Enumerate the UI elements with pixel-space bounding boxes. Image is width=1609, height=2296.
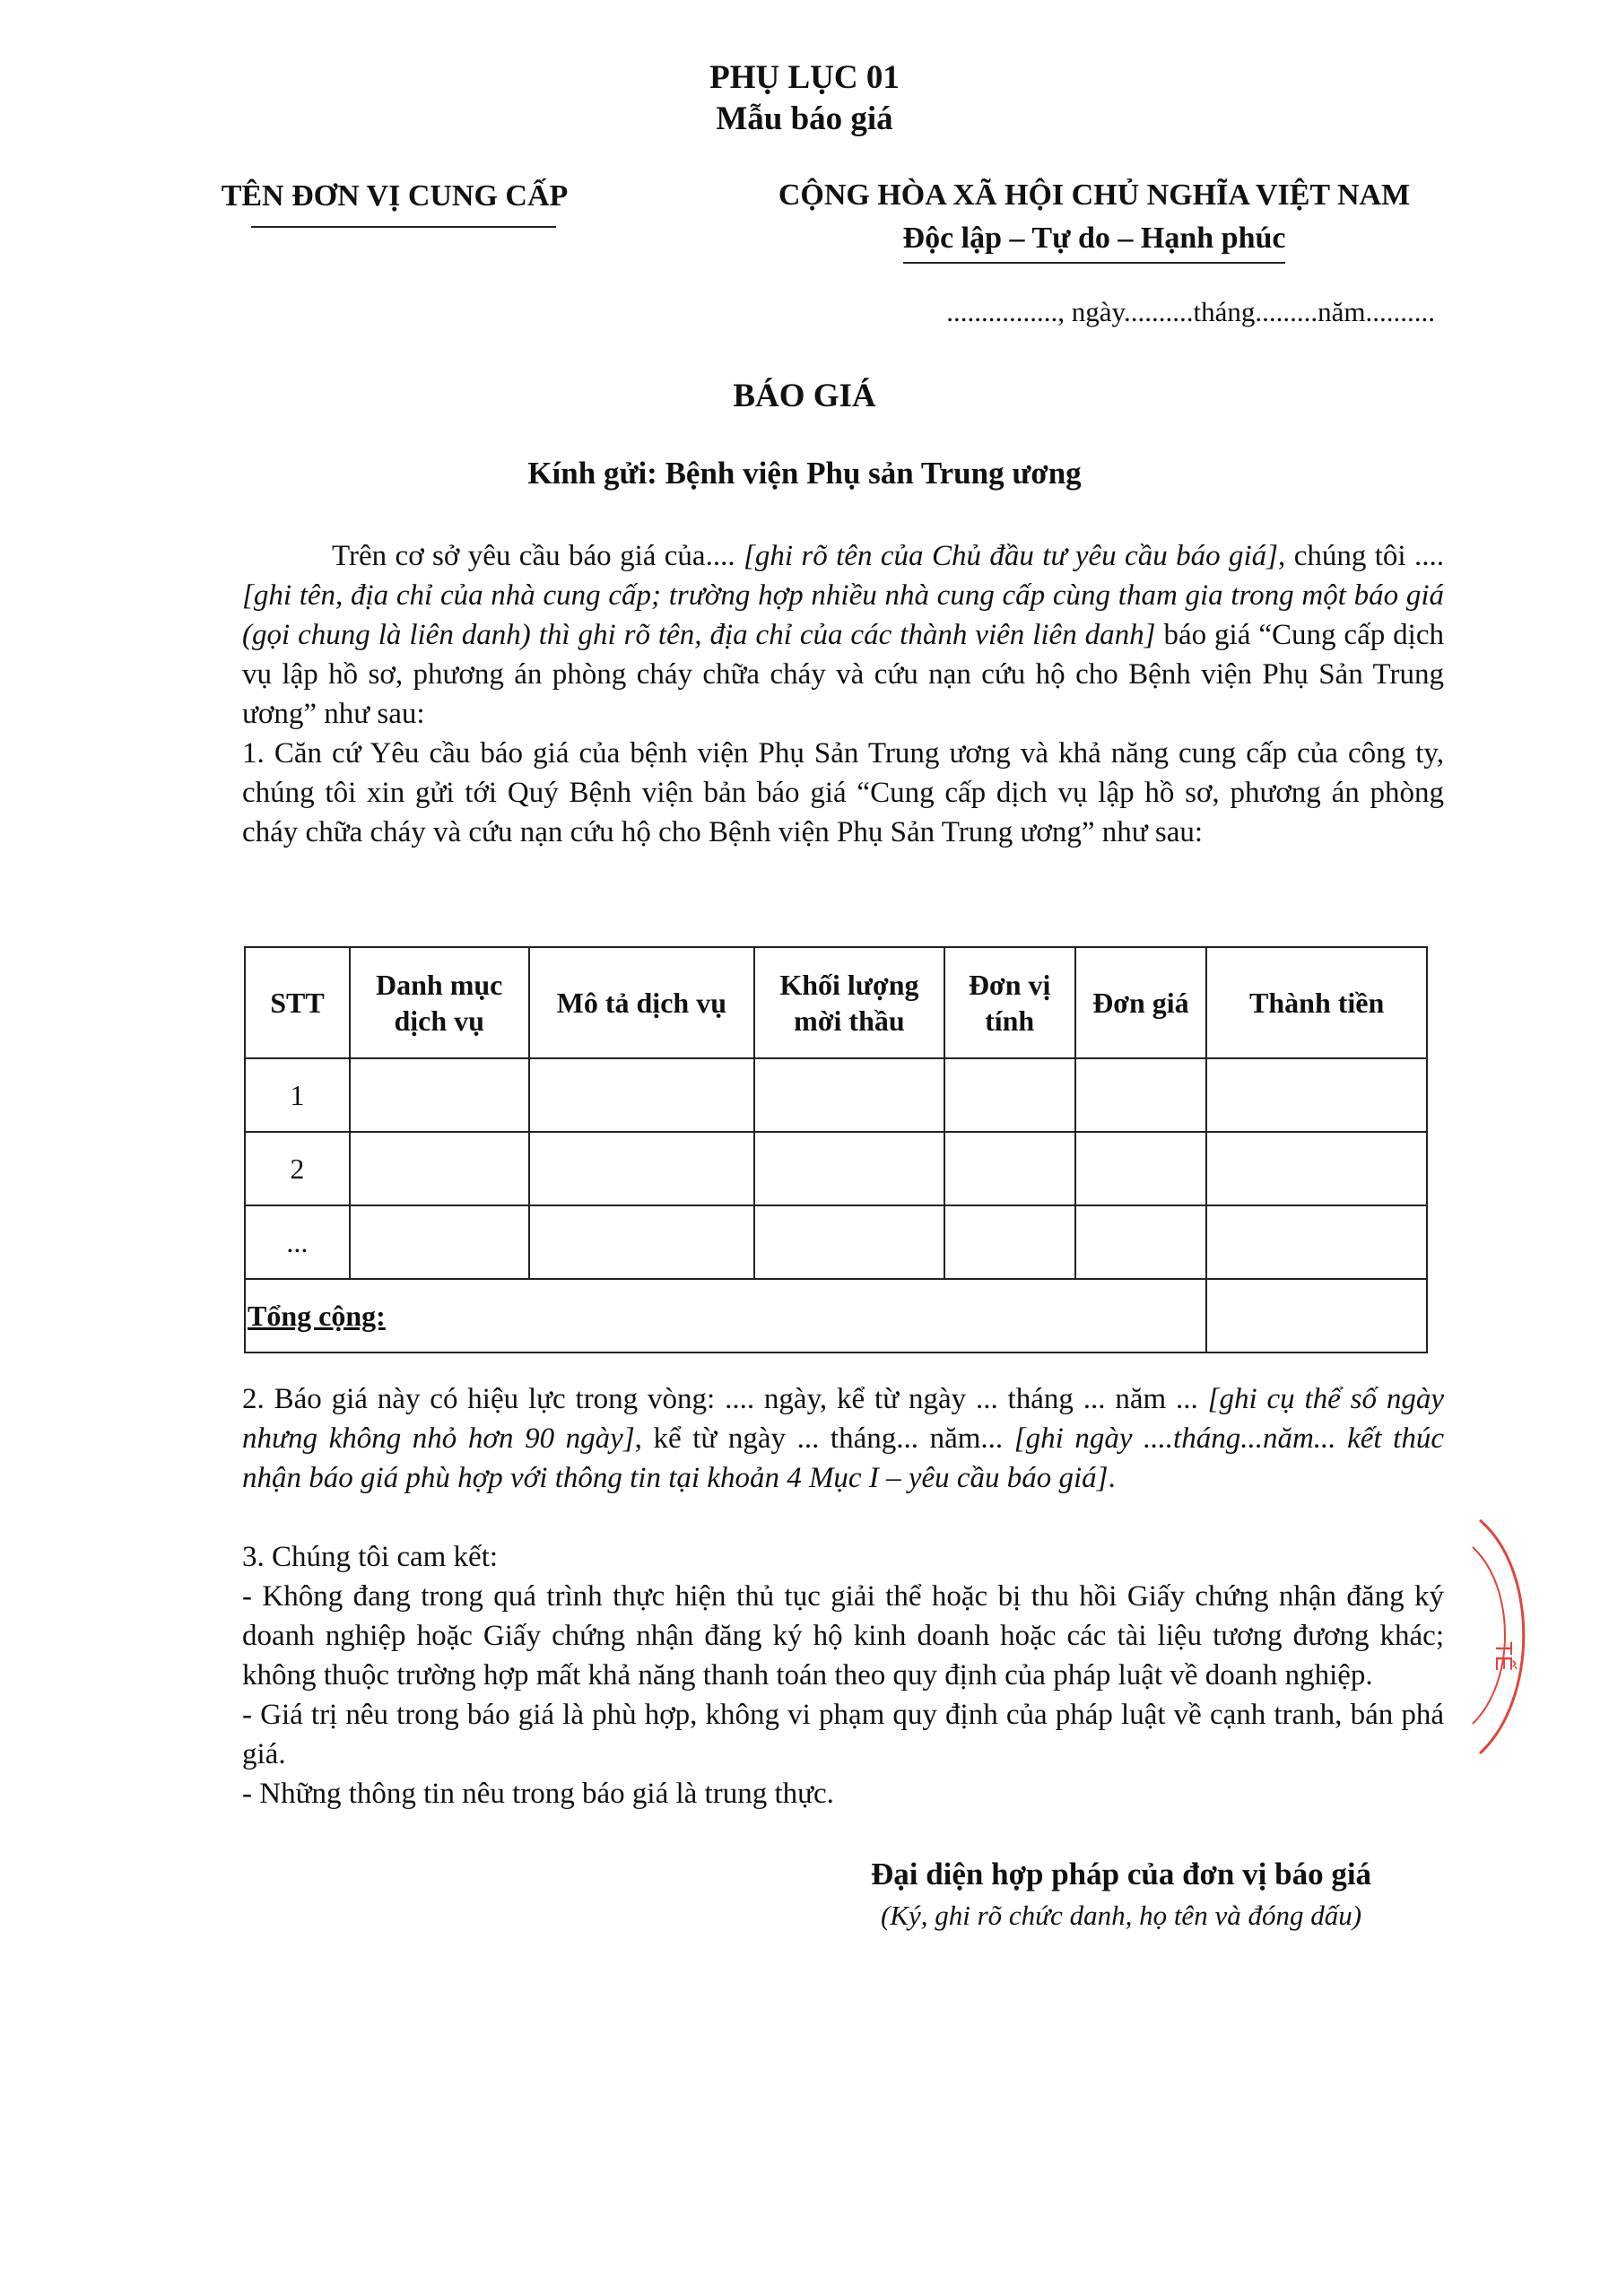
national-heading: [735, 174, 1453, 264]
table-cell: [944, 1058, 1075, 1132]
column-header: Đơn giá: [1075, 947, 1207, 1058]
table-cell: [350, 1205, 529, 1279]
table-cell: [1075, 1058, 1207, 1132]
column-header: STT: [245, 947, 350, 1058]
quotation-table: [244, 946, 1428, 1353]
commitment-item: - Không đang trong quá trình thực hiện thủ tục giải thể hoặc bị thu hồi Giấy chứng nhận đăng ký doanh nghiệp hoặc Giấy chứng nhận đăng ký hộ kinh doanh hoặc các tài liệu tương đương khác; không thuộc trường hợp mất khả năng thanh toán theo quy định của pháp luật về doanh nghiệp.: [242, 1580, 1444, 1692]
commitment-item: - Giá trị nêu trong báo giá là phù hợp, không vi phạm quy định của pháp luật về cạnh tranh, bán phá giá.: [242, 1699, 1444, 1770]
signature-note: (Ký, ghi rõ chức danh, họ tên và đóng dấu): [880, 1900, 1362, 1931]
intro-placeholder: [ghi rõ tên của Chủ đầu tư yêu cầu báo giá]: [744, 540, 1279, 572]
table-cell: [350, 1132, 529, 1205]
republic-name: CỘNG HÒA XÃ HỘI CHỦ NGHĨA VIỆT NAM: [778, 178, 1411, 212]
table-cell: [754, 1205, 944, 1279]
appendix-label: PHỤ LỤC 01: [709, 59, 900, 96]
intro-placeholder: [ghi tên, địa chỉ của nhà cung cấp; trường hợp nhiều nhà cung cấp cùng tham gia trong một báo giá (gọi chung là liên danh) thì ghi rõ tên, địa chỉ của các thành viên liên danh]: [242, 579, 1444, 651]
basis-paragraph: 1. Căn cứ Yêu cầu báo giá của bệnh viện Phụ Sản Trung ương và khả năng cung cấp của công ty, chúng tôi xin gửi tới Quý Bệnh viện bản báo giá “Cung cấp dịch vụ lập hồ sơ, phương án phòng cháy chữa cháy và cứu nạn cứu hộ cho Bệnh viện Phụ Sản Trung ương” như sau:: [242, 737, 1444, 848]
validity-text: 2. Báo giá này có hiệu lực trong vòng: .... ngày, kể từ ngày ... tháng ... năm ...: [242, 1383, 1208, 1415]
recipient-line: Kính gửi: Bệnh viện Phụ sản Trung ương: [527, 456, 1082, 491]
column-header: Danh mục dịch vụ: [350, 947, 529, 1058]
validity-placeholder: [ghi ngày ....tháng...năm... kết thúc nhận báo giá phù hợp với thông tin tại khoản 4 Mục I – yêu cầu báo giá]: [242, 1422, 1445, 1494]
supplier-underline: [251, 226, 556, 228]
column-header: Thành tiền: [1206, 947, 1427, 1058]
table-row: [245, 1132, 1427, 1205]
partial-red-stamp: [1471, 1516, 1543, 1762]
intro-text: Trên cơ sở yêu cầu báo giá của....: [332, 540, 744, 572]
appendix-heading: [0, 57, 1609, 140]
table-cell: [944, 1132, 1075, 1205]
commitments-heading: 3. Chúng tôi cam kết:: [242, 1541, 499, 1573]
table-cell: [1075, 1132, 1207, 1205]
signature-title: Đại diện hợp pháp của đơn vị báo giá: [870, 1857, 1372, 1892]
intro-paragraph: [242, 536, 1444, 734]
row-number: 1: [245, 1058, 350, 1132]
table-cell: [754, 1058, 944, 1132]
total-label: Tổng cộng:: [245, 1279, 1206, 1352]
table-cell: [529, 1205, 755, 1279]
validity-text: , kể từ ngày ... tháng... năm...: [634, 1422, 1014, 1455]
row-number: 2: [245, 1132, 350, 1205]
table-cell: [1206, 1132, 1427, 1205]
stamp-text: TẾ: [1491, 1641, 1518, 1672]
column-header: Mô tả dịch vụ: [529, 947, 755, 1058]
document-title: BÁO GIÁ: [733, 378, 876, 414]
supplier-name: TÊN ĐƠN VỊ CUNG CẤP: [221, 179, 569, 213]
table-cell: [1075, 1205, 1207, 1279]
validity-placeholder: [ghi cụ thể số ngày nhưng không nhỏ hơn 90 ngày]: [242, 1383, 1444, 1455]
table-header-row: [245, 947, 1427, 1058]
commitments-section: [242, 1537, 1444, 1813]
national-motto: Độc lập – Tự do – Hạnh phúc: [903, 217, 1286, 264]
date-line: ................, ngày..........tháng.........năm..........: [946, 296, 1435, 327]
validity-paragraph: [242, 1379, 1444, 1498]
table-total-row: [245, 1279, 1427, 1352]
intro-text: , chúng tôi ....: [1278, 540, 1444, 572]
table-cell: [1206, 1058, 1427, 1132]
table-cell: [529, 1058, 755, 1132]
validity-text: .: [1108, 1462, 1116, 1494]
column-header: Khối lượng mời thầu: [754, 947, 944, 1058]
commitment-item: - Những thông tin nêu trong báo giá là trung thực.: [242, 1778, 834, 1810]
table-cell: [1206, 1205, 1427, 1279]
table-cell: [944, 1205, 1075, 1279]
intro-text: báo giá “Cung cấp dịch vụ lập hồ sơ, phương án phòng cháy chữa cháy và cứu nạn cứu hộ cho Bệnh viện Phụ Sản Trung ương” như sau:: [242, 619, 1444, 730]
form-name: Mẫu báo giá: [716, 100, 893, 137]
table-row: [245, 1205, 1427, 1279]
table-cell: [529, 1132, 755, 1205]
table-cell: [350, 1058, 529, 1132]
table-row: [245, 1058, 1427, 1132]
total-value-cell: [1206, 1279, 1427, 1352]
column-header: Đơn vị tính: [944, 947, 1075, 1058]
row-number: ...: [245, 1205, 350, 1279]
table-cell: [754, 1132, 944, 1205]
